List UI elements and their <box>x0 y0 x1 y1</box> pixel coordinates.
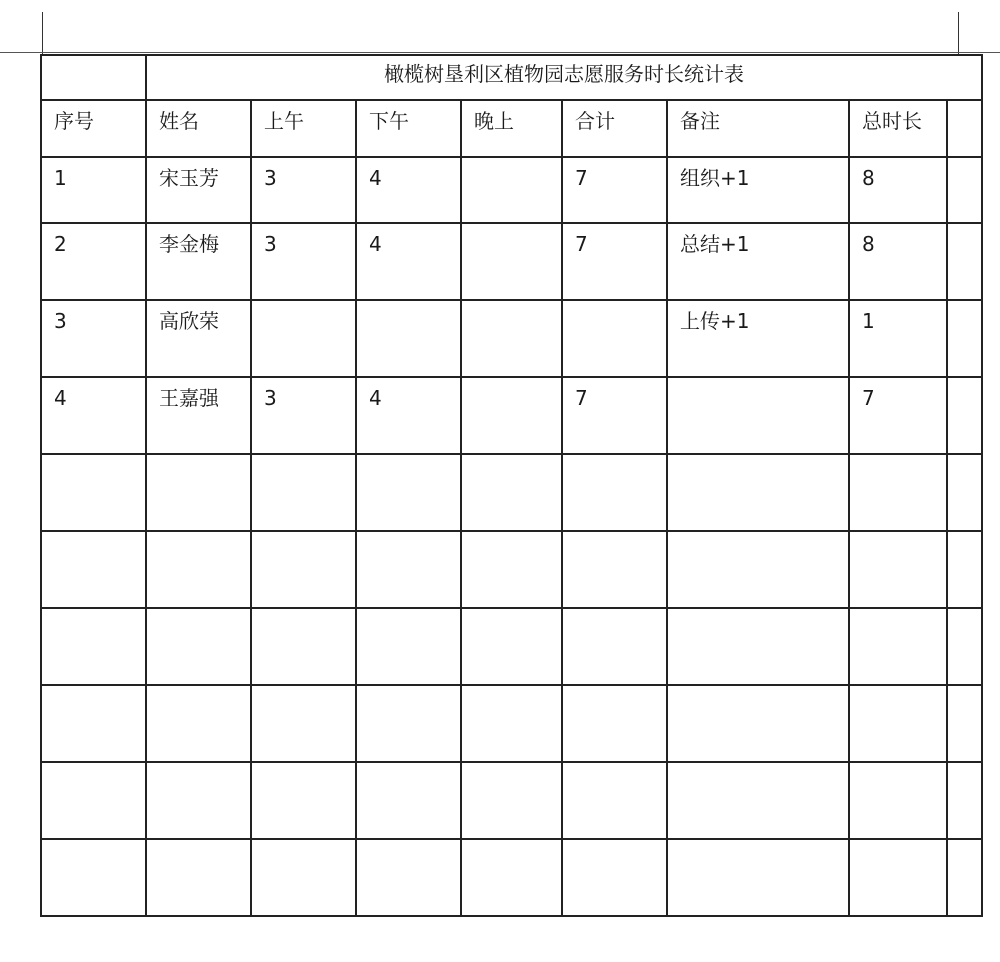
table-cell[interactable]: 4 <box>356 157 461 223</box>
table-cell[interactable] <box>251 531 356 608</box>
table-cell[interactable] <box>562 839 667 916</box>
header-cell-name[interactable]: 姓名 <box>146 100 251 157</box>
table-cell[interactable] <box>146 531 251 608</box>
table-row <box>41 839 982 916</box>
table-cell[interactable] <box>461 531 562 608</box>
table-cell[interactable] <box>461 377 562 454</box>
table-cell[interactable] <box>667 685 849 762</box>
table-cell[interactable]: 宋玉芳 <box>146 157 251 223</box>
table-cell[interactable] <box>356 839 461 916</box>
table-cell[interactable] <box>849 608 947 685</box>
table-cell[interactable]: 组织+1 <box>667 157 849 223</box>
table-cell[interactable] <box>356 300 461 377</box>
table-row <box>41 223 982 300</box>
table-cell[interactable]: 1 <box>41 157 146 223</box>
table-cell[interactable]: 7 <box>562 377 667 454</box>
table-cell[interactable] <box>461 762 562 839</box>
table-row <box>41 300 982 377</box>
table-cell[interactable] <box>41 454 146 531</box>
table-cell[interactable]: 3 <box>41 300 146 377</box>
table-cell[interactable]: 3 <box>251 223 356 300</box>
table-cell[interactable] <box>667 839 849 916</box>
table-cell[interactable] <box>146 608 251 685</box>
table-cell[interactable]: 7 <box>562 223 667 300</box>
table-cell[interactable]: 李金梅 <box>146 223 251 300</box>
table-cell[interactable] <box>461 300 562 377</box>
table-cell[interactable] <box>146 839 251 916</box>
title-row <box>41 55 982 100</box>
table-cell[interactable] <box>251 608 356 685</box>
header-cell-afternoon[interactable]: 下午 <box>356 100 461 157</box>
table-cell[interactable] <box>41 839 146 916</box>
table-row <box>41 531 982 608</box>
table-cell[interactable]: 4 <box>356 223 461 300</box>
table-cell[interactable] <box>947 762 982 839</box>
header-row <box>41 100 982 157</box>
table-row <box>41 157 982 223</box>
table-cell[interactable]: 8 <box>849 223 947 300</box>
table-row <box>41 454 982 531</box>
table-cell[interactable]: 7 <box>849 377 947 454</box>
table-cell[interactable] <box>562 300 667 377</box>
table-cell[interactable] <box>947 608 982 685</box>
table-cell[interactable] <box>461 454 562 531</box>
table-cell[interactable]: 2 <box>41 223 146 300</box>
table-cell[interactable] <box>849 762 947 839</box>
table-cell[interactable]: 3 <box>251 377 356 454</box>
table-cell[interactable] <box>461 839 562 916</box>
table-cell[interactable] <box>667 531 849 608</box>
header-cell-remarks[interactable]: 备注 <box>667 100 849 157</box>
table-cell[interactable]: 总结+1 <box>667 223 849 300</box>
table-cell[interactable] <box>251 454 356 531</box>
header-cell-evening[interactable]: 晚上 <box>461 100 562 157</box>
table-row <box>41 685 982 762</box>
table-cell[interactable] <box>947 157 982 223</box>
table-cell[interactable]: 高欣荣 <box>146 300 251 377</box>
table-cell[interactable] <box>849 531 947 608</box>
header-cell-index[interactable]: 序号 <box>41 100 146 157</box>
table-cell[interactable] <box>849 839 947 916</box>
table-cell[interactable] <box>356 608 461 685</box>
table-cell[interactable] <box>849 454 947 531</box>
table-cell[interactable] <box>562 454 667 531</box>
table-cell[interactable] <box>947 685 982 762</box>
table-cell[interactable] <box>356 685 461 762</box>
table-cell[interactable] <box>251 300 356 377</box>
table-cell[interactable] <box>251 839 356 916</box>
table-title[interactable]: 橄榄树垦利区植物园志愿服务时长统计表 <box>146 55 982 100</box>
table-cell[interactable] <box>667 377 849 454</box>
volunteer-hours-table <box>40 54 983 917</box>
table-cell[interactable] <box>146 454 251 531</box>
table-cell[interactable] <box>356 762 461 839</box>
table-cell[interactable] <box>667 608 849 685</box>
table-cell[interactable]: 8 <box>849 157 947 223</box>
table-cell[interactable] <box>667 762 849 839</box>
table-cell[interactable] <box>146 685 251 762</box>
table-cell[interactable] <box>849 685 947 762</box>
table-cell[interactable] <box>251 685 356 762</box>
table-cell[interactable] <box>562 531 667 608</box>
table-cell[interactable]: 1 <box>849 300 947 377</box>
table-cell[interactable] <box>251 762 356 839</box>
table-cell[interactable] <box>41 685 146 762</box>
header-cell-morning[interactable]: 上午 <box>251 100 356 157</box>
table-cell[interactable] <box>461 608 562 685</box>
table-row <box>41 762 982 839</box>
table-cell[interactable] <box>947 300 982 377</box>
table-row <box>41 377 982 454</box>
page-margin-mark-top <box>0 52 1000 53</box>
table-cell[interactable] <box>947 839 982 916</box>
table-cell[interactable] <box>562 608 667 685</box>
table-cell[interactable] <box>461 223 562 300</box>
header-cell-total-hours[interactable]: 总时长 <box>849 100 947 157</box>
page-margin-mark-right <box>958 12 959 56</box>
table-cell[interactable] <box>356 531 461 608</box>
table-cell[interactable] <box>356 454 461 531</box>
table-cell[interactable] <box>562 762 667 839</box>
table-cell[interactable] <box>41 608 146 685</box>
table-cell[interactable]: 4 <box>41 377 146 454</box>
table-cell[interactable] <box>41 762 146 839</box>
table-cell[interactable] <box>461 685 562 762</box>
table-cell[interactable] <box>667 454 849 531</box>
table-cell[interactable]: 4 <box>356 377 461 454</box>
table-cell[interactable] <box>947 223 982 300</box>
table-cell[interactable] <box>146 762 251 839</box>
table-cell[interactable]: 上传+1 <box>667 300 849 377</box>
table-cell[interactable] <box>41 531 146 608</box>
table-cell[interactable]: 7 <box>562 157 667 223</box>
table-cell[interactable]: 王嘉强 <box>146 377 251 454</box>
header-cell-extra[interactable] <box>947 100 982 157</box>
table-cell[interactable] <box>947 377 982 454</box>
table-cell[interactable] <box>461 157 562 223</box>
table-cell[interactable]: 3 <box>251 157 356 223</box>
table-row <box>41 608 982 685</box>
table-cell[interactable] <box>562 685 667 762</box>
table-cell[interactable] <box>947 531 982 608</box>
header-cell-subtotal[interactable]: 合计 <box>562 100 667 157</box>
title-blank-cell[interactable] <box>41 55 146 100</box>
page-margin-mark-left <box>42 12 43 56</box>
table-cell[interactable] <box>947 454 982 531</box>
